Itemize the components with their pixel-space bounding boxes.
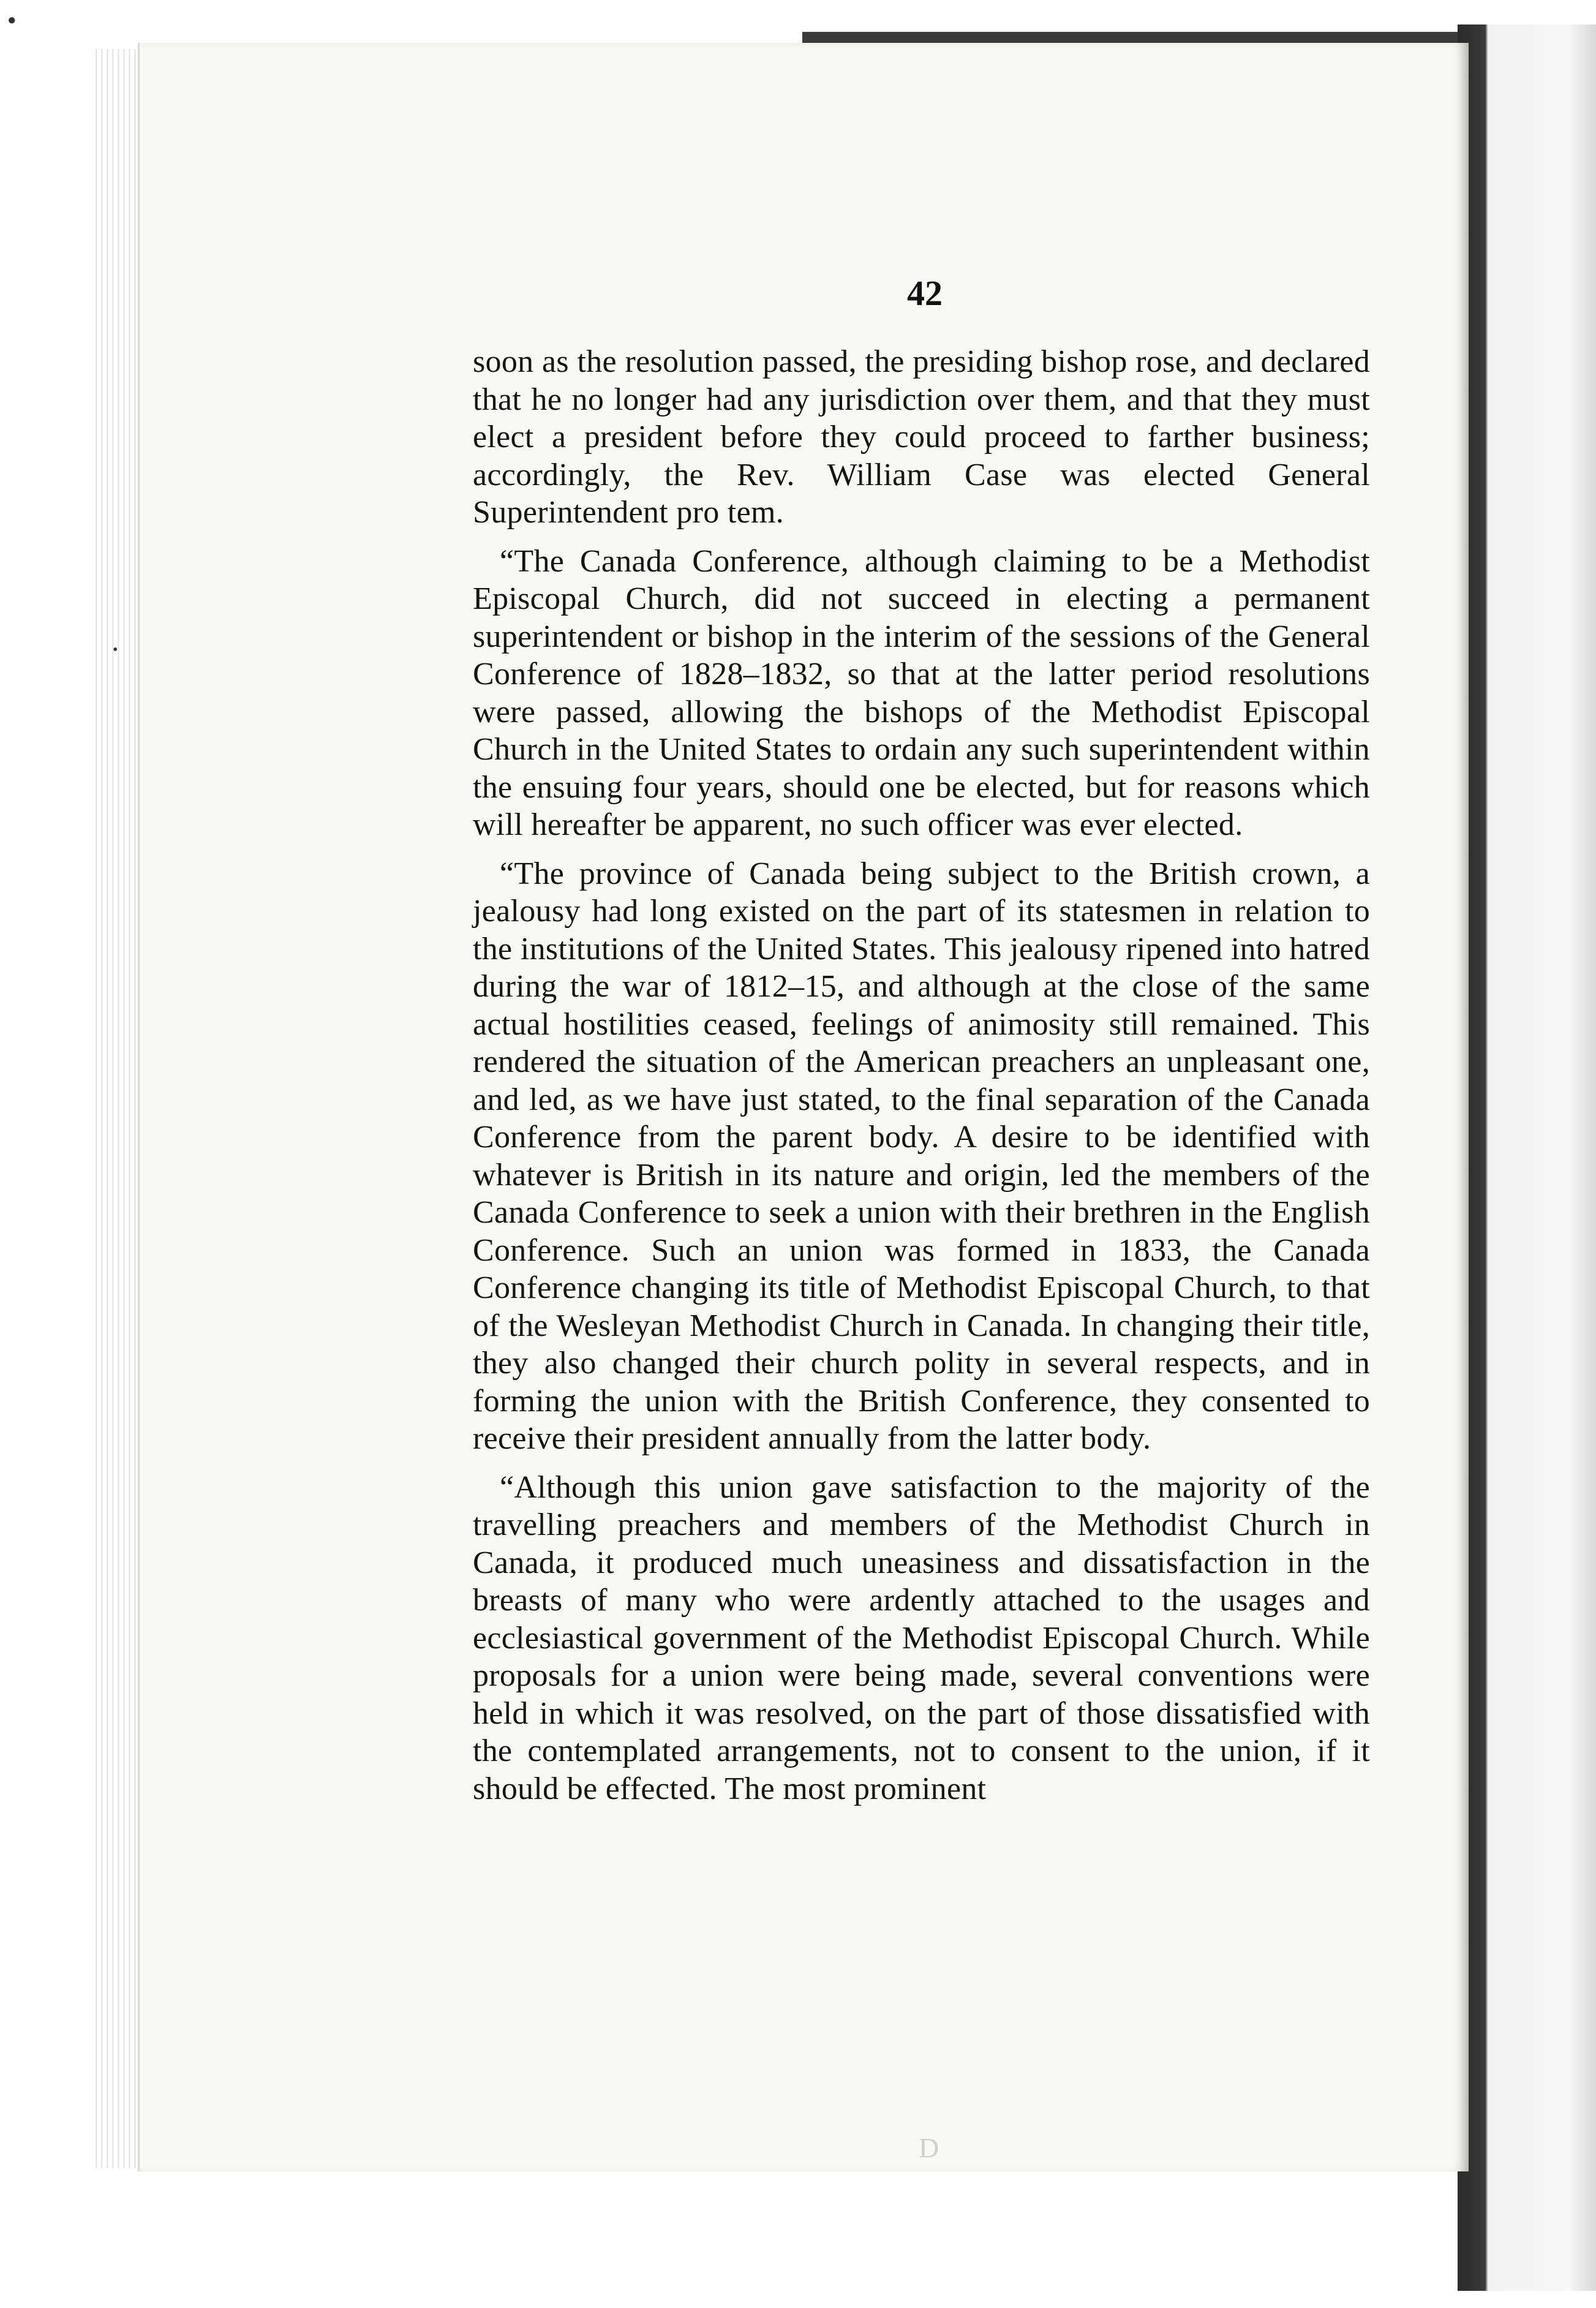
scan-speck: ● <box>7 12 17 28</box>
signature-mark: D <box>919 2132 939 2163</box>
scan-speck: • <box>113 642 118 658</box>
paragraph-2: “The Canada Conference, although claiming to be a Methodist Episcopal Church, did not succeed in electing a permanent superintendent or bishop in the interim of the sessions of the General Conference of 1828–1832, so that at the latter period resolutions were passed, allowing the bishops of the Methodist Episcopal Church in the United States to ordain any such superintendent within the ensuing four years, should one be elected, but for reasons which will hereafter be apparent, no such officer was ever elected. <box>473 543 1370 842</box>
page-number: 42 <box>907 273 943 313</box>
paragraph-4: “Although this union gave satisfaction to the majority of the travelling preachers and members of the Methodist Church in Canada, it produced much uneasiness and dissatisfaction in the breasts of many who were ardently attached to the usages and ecclesiastical government of the Methodist Episcopal Church. While proposals for a union were being made, several conventions were held in which it was resolved, on the part of those dissatisfied with the contemplated arrangements, not to consent to the union, if it should be effected. The most prominent <box>473 1469 1370 1806</box>
paragraph-3: “The province of Canada being subject to the British crown, a jealousy had long existed on the part of its statesmen in relation to the institutions of the United States. This jealousy ripened into hatred during the war of 1812–15, and although at the close of the same actual hostilities ceased, feelings of animosity still remained. This rendered the situation of the American preachers an unpleasant one, and led, as we have just stated, to the final separation of the Canada Conference from the parent body. A desire to be identified with whatever is British in its nature and origin, led the members of the Canada Conference to seek a union with their brethren in the English Conference. Such an union was formed in 1833, the Canada Conference changing its title of Methodist Episcopal Church, to that of the Wesleyan Methodist Church in Canada. In changing their title, they also changed their church polity in several respects, and in forming the union with the British Conference, they consented to receive their president annually from the latter body. <box>473 856 1370 1456</box>
scan-background-right <box>1458 25 1596 2291</box>
body-text <box>473 343 1370 1819</box>
paragraph-1: soon as the resolution passed, the presiding bishop rose, and declared that he no longer had any jurisdiction over them, and that they must elect a president before they could proceed to farther business; accordingly, the Rev. William Case was elected General Superintendent pro tem. <box>473 344 1370 530</box>
